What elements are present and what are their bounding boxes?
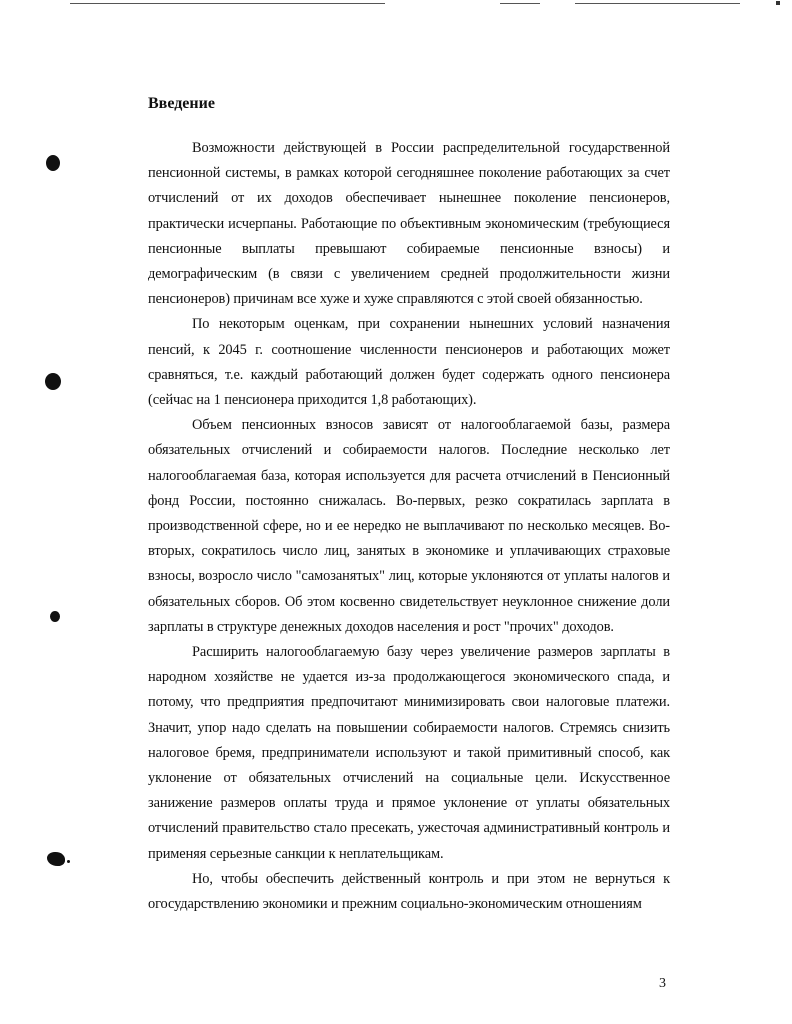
punch-hole-mark [46, 155, 60, 171]
punch-hole-mark [47, 852, 65, 866]
scan-line [500, 3, 540, 4]
section-heading: Введение [148, 95, 215, 112]
punch-hole-mark [45, 373, 61, 390]
paragraph: Расширить налогооблагаемую базу через увеличение размеров зарплаты в народном хозяйстве не удается из-за продолжающегося экономического спада, и потому, что предприятия предпочитают минимизировать свои налоговые платежи. Значит, упор надо сделать на повышении собираемости налогов. Стремясь снизить налоговое бремя, предприниматели используют и такой примитивный способ, как уклонение от обязательных отчислений на социальные цели. Искусственное занижение размеров оплаты труда и прямое уклонение от уплаты обязательных отчислений правительство стало пресекать, ужесточая административный контроль и применяя серьезные санкции к неплательщикам. [148, 644, 670, 862]
scan-line [575, 3, 740, 4]
body-text [148, 136, 670, 917]
scan-mark [67, 860, 70, 863]
paragraph: Объем пенсионных взносов зависят от налогооблагаемой базы, размера обязательных отчислений и собираемости налогов. Последние несколько лет налогооблагаемая база, которая используется для расчета отчислений в Пенсионный фонд России, постоянно снижалась. Во-первых, резко сократилась зарплата в производственной сфере, но и ее нередко не выплачивают по несколько месяцев. Во-вторых, сократилось число лиц, занятых в экономике и уплачивающих страховые взносы, возросло число "самозанятых" лиц, которые уклоняются от уплаты налогов и обязательных сборов. Об этом косвенно свидетельствует неуклонное снижение доли зарплаты в структуре денежных доходов населения и рост "прочих" доходов. [148, 417, 670, 635]
paragraph: Возможности действующей в России распределительной государственной пенсионной системы, в рамках которой сегодняшнее поколение работающих за счет отчислений от их доходов обеспечивает нынешнее поколение пенсионеров, практически исчерпаны. Работающие по объективным экономическим (требующиеся пенсионные выплаты превышают собираемые пенсионные взносы) и демографическим (в связи с увеличением средней продолжительности жизни пенсионеров) причинам все хуже и хуже справляются с этой своей обязанностью. [148, 140, 670, 308]
scan-line [70, 3, 385, 4]
paragraph: Но, чтобы обеспечить действенный контроль и при этом не вернуться к огосударствлению экономики и прежним социально-экономическим отношениям [148, 870, 670, 913]
page-number: 3 [659, 976, 666, 991]
punch-hole-mark [50, 611, 60, 622]
paragraph: По некоторым оценкам, при сохранении нынешних условий назначения пенсий, к 2045 г. соотношение численности пенсионеров и работающих может сравняться, т.е. каждый работающий должен будет содержать одного пенсионера (сейчас на 1 пенсионера приходится 1,8 работающих). [148, 316, 670, 409]
scan-mark [776, 1, 780, 5]
